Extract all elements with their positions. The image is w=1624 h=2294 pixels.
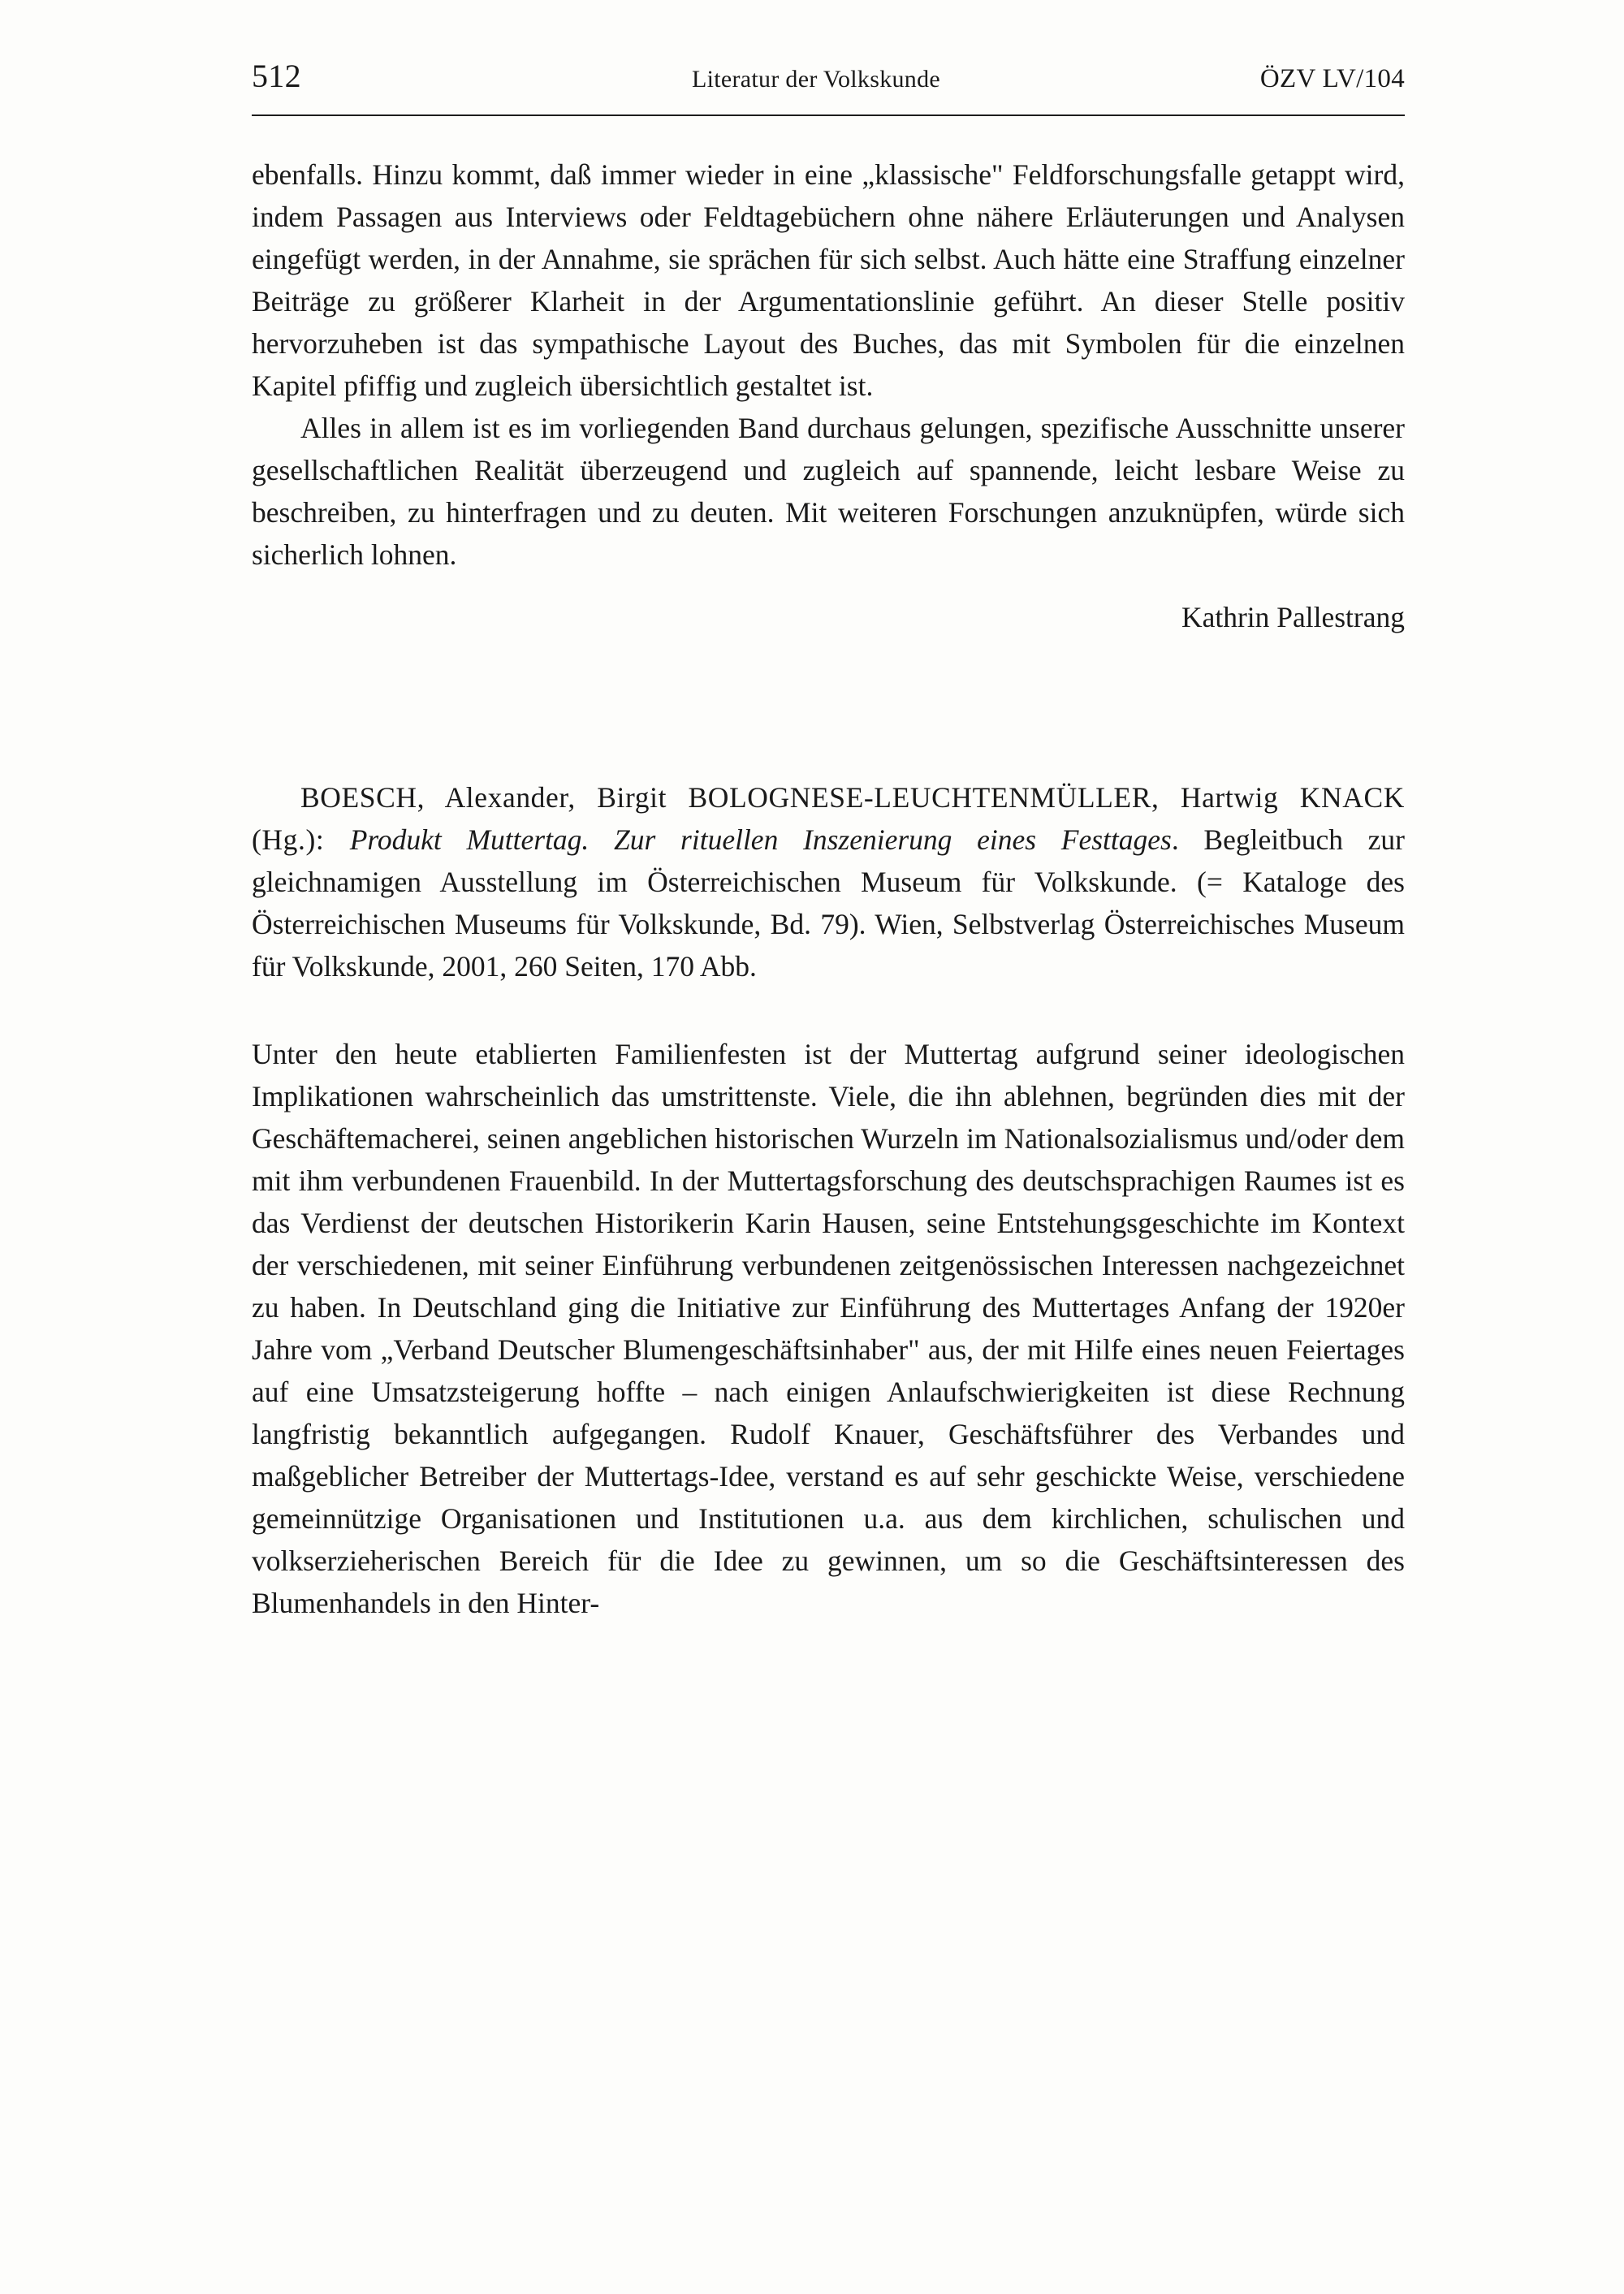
journal-issue-label: ÖZV LV/104: [1259, 64, 1405, 93]
reference-title: Produkt Muttertag. Zur rituellen Inszenierung eines Festtages: [349, 823, 1172, 856]
review-paragraph: Unter den heute etablierten Familienfesten ist der Muttertag aufgrund seiner ideologischen Implikationen wahrscheinlich das umstrittenste. Viele, die ihn ablehnen, begründen dies mit der Geschäftemacherei, seinen angeblichen historischen Wurzeln im Nationalsozialismus und/oder dem mit ihm verbundenen Frauenbild. In der Muttertagsforschung des deutschsprachigen Raumes ist es das Verdienst der deutschen Historikerin Karin Hausen, seine Entstehungsgeschichte im Kontext der verschiedenen, mit seiner Einführung verbundenen zeitgenössischen Interessen nachgezeichnet zu haben. In Deutschland ging die Initiative zur Einführung des Muttertages Anfang der 1920er Jahre vom „Verband Deutscher Blumengeschäftsinhaber" aus, der mit Hilfe eines neuen Feiertages auf eine Umsatzsteigerung hoffte – nach einigen Anlaufschwierigkeiten ist diese Rechnung langfristig bekanntlich aufgegangen. Rudolf Knauer, Geschäftsführer des Verbandes und maßgeblicher Betreiber der Muttertags-Idee, verstand es auf sehr geschickte Weise, verschiedene gemeinnützige Organisationen und Institutionen u.a. aus dem kirchlichen, schulischen und volkserzieherischen Bereich für die Idee zu gewinnen, um so die Geschäftsinteressen des Blumenhandels in den Hinter-: [252, 1038, 1405, 1619]
page-number: 512: [252, 58, 301, 94]
review-text: [252, 1033, 1405, 1624]
page-content: [252, 57, 1405, 1624]
bibliographic-reference: [252, 776, 1405, 987]
running-head: [252, 57, 1405, 95]
body-text: [252, 153, 1405, 576]
review-signature: Kathrin Pallestrang: [1181, 601, 1405, 633]
reference-publication-info: . Begleitbuch zur gleichnamigen Ausstellung im Österreichischen Museum für Volkskunde. (= Kataloge des Österreichischen Museums für Volkskunde, Bd. 79). Wien, Selbstverlag Österreichisches Museum für Volkskunde, 2001, 260 Seiten, 170 Abb.: [252, 823, 1406, 983]
header-divider: [252, 114, 1405, 116]
paragraph-continuation: ebenfalls. Hinzu kommt, daß immer wieder in eine „klassische" Feldforschungsfalle getappt wird, indem Passagen aus Interviews oder Feldtagebüchern ohne nähere Erläuterungen und Analysen eingefügt werden, in der Annahme, sie sprächen für sich selbst. Auch hätte eine Straffung einzelner Beiträge zu größerer Klarheit in der Argumentationslinie geführt. An dieser Stelle positiv hervorzuheben ist das sympathische Layout des Buches, das mit Symbolen für die einzelnen Kapitel pfiffig und zugleich übersichtlich gestaltet ist.: [252, 158, 1405, 402]
reference-authors: BOESCH, Alexander, Birgit BOLOGNESE-LEUCHTENMÜLLER, Hartwig KNACK (Hg.):: [252, 781, 1405, 856]
running-head-title: Literatur der Volkskunde: [691, 66, 941, 93]
paragraph-summary: Alles in allem ist es im vorliegenden Band durchaus gelungen, spezifische Ausschnitte unserer gesellschaftlichen Realität überzeugend und zugleich auf spannende, leicht lesbare Weise zu beschreiben, zu hinterfragen und zu deuten. Mit weiteren Forschungen anzuknüpfen, würde sich sicherlich lohnen.: [252, 412, 1405, 571]
